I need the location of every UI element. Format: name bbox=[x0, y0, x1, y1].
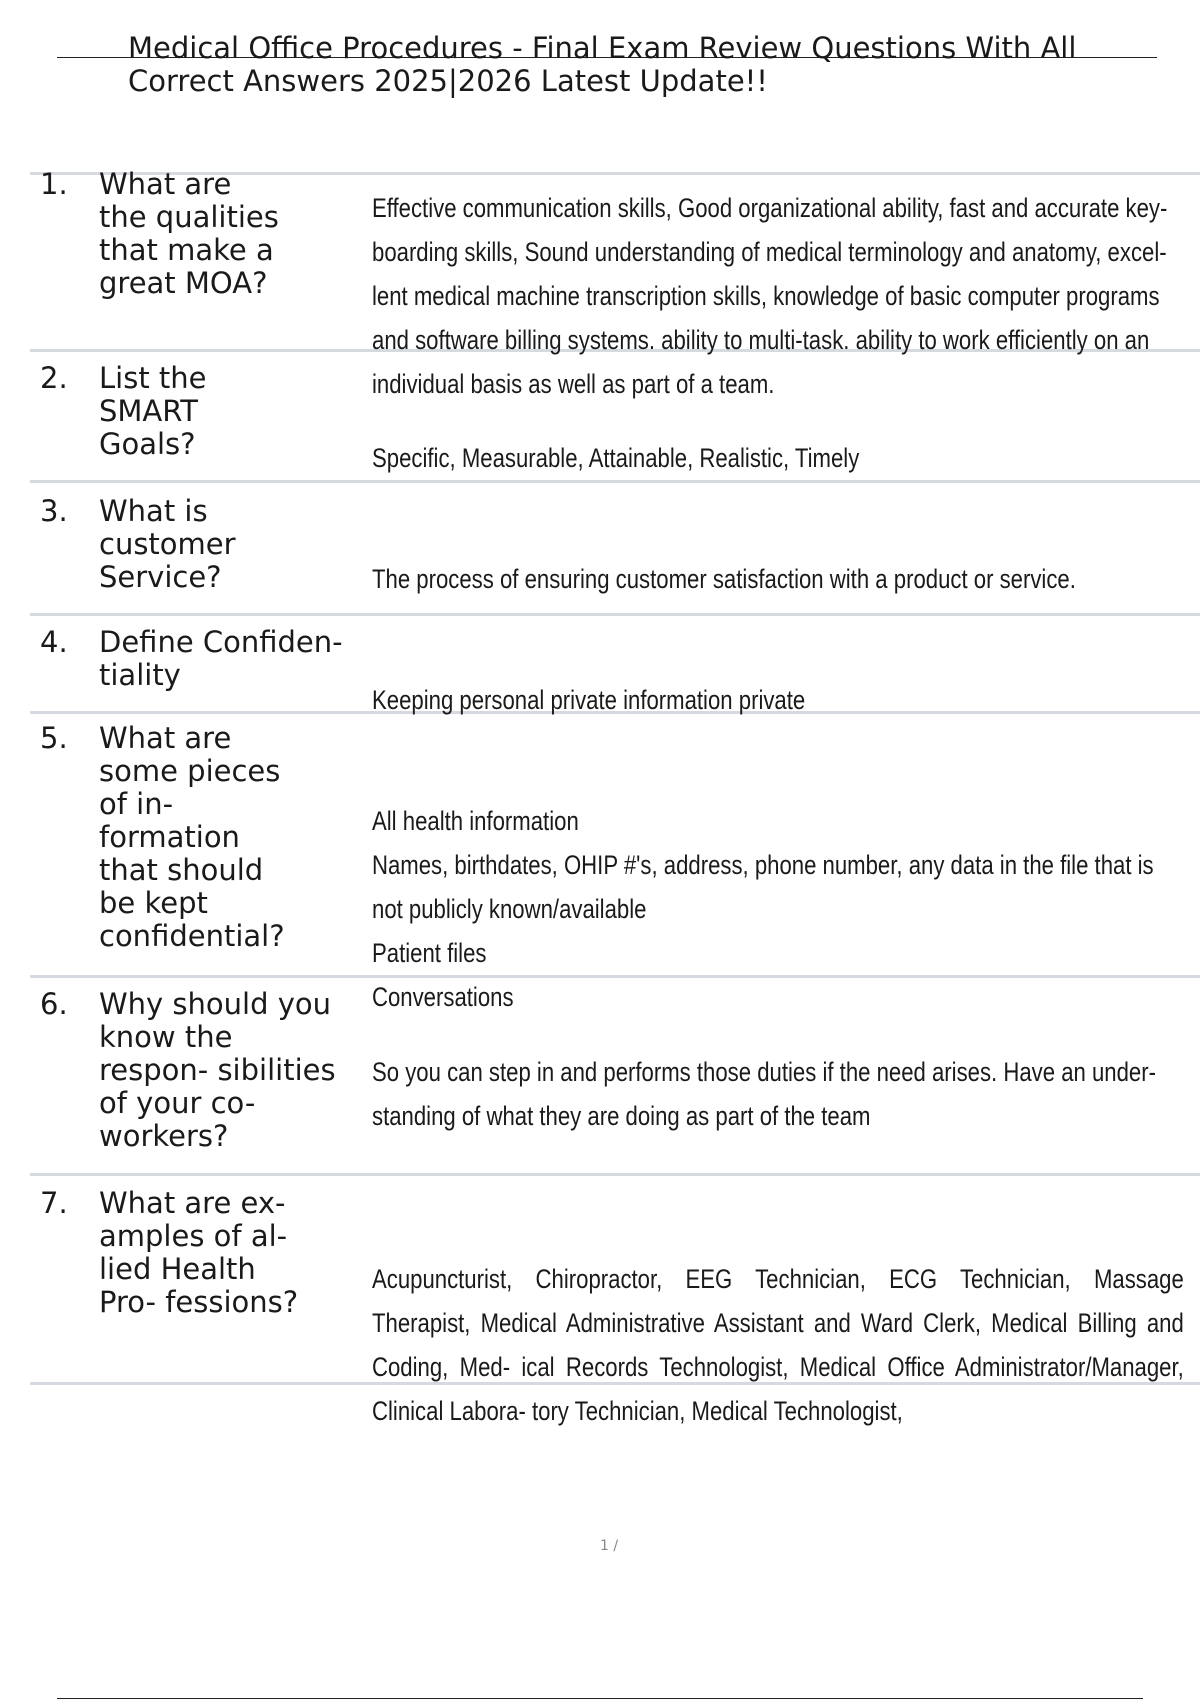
question-number: 7. bbox=[40, 1186, 68, 1220]
question-number: 2. bbox=[40, 361, 68, 395]
answer-6 bbox=[372, 1050, 1184, 1138]
answer-text: Specific, Measurable, Attainable, Realistic, Timely bbox=[372, 443, 860, 473]
question-text: Define Confiden- tiality bbox=[99, 625, 343, 692]
question-text: Why should you know the respon- sibilities of your co- workers? bbox=[99, 987, 336, 1153]
question-number: 5. bbox=[40, 721, 68, 755]
question-number: 4. bbox=[40, 625, 68, 659]
answer-text: Keeping personal private information private bbox=[372, 685, 806, 715]
row-divider bbox=[30, 1173, 1200, 1176]
question-number: 1. bbox=[40, 167, 68, 201]
document-title: Medical Office Procedures - Final Exam Review Questions With All Correct Answers 2025|2026 Latest Update!! bbox=[128, 31, 1077, 98]
answer-text: The process of ensuring customer satisfaction with a product or service. bbox=[372, 564, 1076, 594]
answer-text: Acupuncturist, Chiropractor, EEG Technician, ECG Technician, Massage Therapist, Medical Administrative Assistant and Ward Clerk, Medical Billing and Coding, Med- ical Records Technologist, Medical Office Administrator/Manager, Clinical Labora- tory Technician, Medical Technologist, bbox=[372, 1264, 1184, 1426]
question-number: 3. bbox=[40, 494, 68, 528]
answer-text: Effective communication skills, Good organizational ability, fast and accurate key- boarding skills, Sound understanding of medical terminology and anatomy, excel- lent medical machine transcription skills, knowledge of basic computer programs and software billing systems. ability to multi-task. ability to work efficiently on an individual basis as well as part of a team. bbox=[372, 193, 1168, 399]
question-text: List the SMART Goals? bbox=[99, 361, 207, 461]
answer-3 bbox=[372, 557, 1184, 601]
row-divider bbox=[30, 480, 1200, 483]
answer-text: So you can step in and performs those duties if the need arises. Have an under- standing of what they are doing as part of the team bbox=[372, 1057, 1156, 1131]
question-text: What are ex- amples of al- lied Health Pro- fessions? bbox=[99, 1186, 299, 1319]
answer-1 bbox=[372, 186, 1184, 406]
row-divider bbox=[30, 613, 1200, 616]
answer-2 bbox=[372, 436, 1184, 480]
question-text: What is customer Service? bbox=[99, 494, 236, 594]
answer-5 bbox=[372, 799, 1184, 1019]
answer-text: All health information Names, birthdates, OHIP #'s, address, phone number, any data in the file that is not publicly known/available Patient files Conversations bbox=[372, 806, 1154, 1012]
question-text: What are the qualities that make a great MOA? bbox=[99, 167, 279, 300]
page-number: 1 / bbox=[600, 1538, 619, 1554]
question-number: 6. bbox=[40, 987, 68, 1021]
answer-7 bbox=[372, 1257, 1184, 1433]
bottom-rule bbox=[57, 1698, 1143, 1699]
answer-4 bbox=[372, 678, 1184, 722]
question-text: What are some pieces of in- formation that should be kept confidential? bbox=[99, 721, 285, 953]
